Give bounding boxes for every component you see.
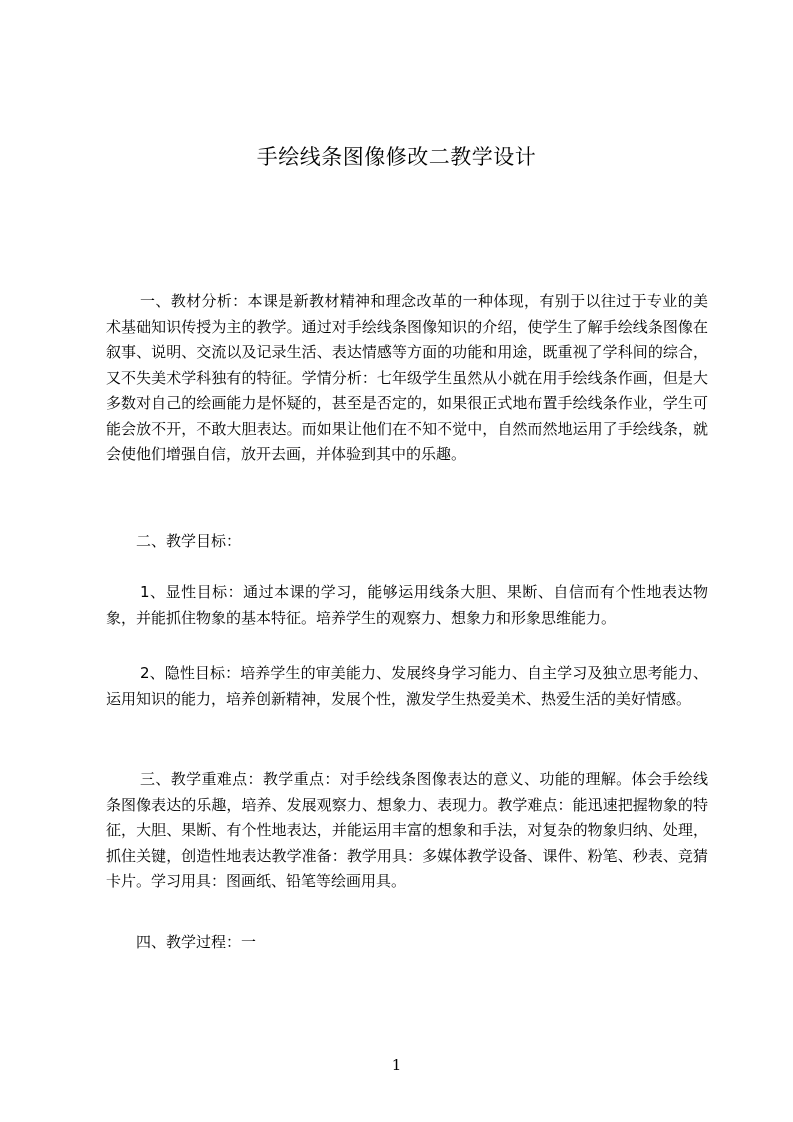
paragraph-teaching-goals-heading: 二、教学目标：	[136, 532, 242, 550]
document-title: 手绘线条图像修改二教学设计	[256, 145, 537, 169]
page-number: 1	[391, 1056, 402, 1074]
paragraph-teaching-process: 四、教学过程：一	[136, 933, 257, 951]
paragraph-implicit-goal: 2、隐性目标：培养学生的审美能力、发展终身学习能力、自主学习及独立思考能力、运用知识的能力，培养创新精神，发展个性，激发学生热爱美术、热爱生活的美好情感。	[106, 664, 708, 708]
paragraph-material-analysis: 一、教材分析：本课是新教材精神和理念改革的一种体现，有别于以往过于专业的美术基础知识传授为主的教学。通过对手绘线条图像知识的介绍，使学生了解手绘线条图像在叙事、说明、交流以及记录生活、表达情感等方面的功能和用途，既重视了学科间的综合，又不失美术学科独有的特征。学情分析：七年级学生虽然从小就在用手绘线条作画，但是大多数对自己的绘画能力是怀疑的，甚至是否定的，如果很正式地布置手绘线条作业，学生可能会放不开，不敢大胆表达。而如果让他们在不知不觉中，自然而然地运用了手绘线条，就会使他们增强自信，放开去画，并体验到其中的乐趣。	[106, 292, 708, 463]
paragraph-explicit-goal: 1、显性目标：通过本课的学习，能够运用线条大胆、果断、自信而有个性地表达物象，并能抓住物象的基本特征。培养学生的观察力、想象力和形象思维能力。	[106, 583, 708, 627]
paragraph-key-difficulties: 三、教学重难点：教学重点：对手绘线条图像表达的意义、功能的理解。体会手绘线条图像表达的乐趣，培养、发展观察力、想象力、表现力。教学难点：能迅速把握物象的特征，大胆、果断、有个性地表达，并能运用丰富的想象和手法，对复杂的物象归纳、处理，抓住关键，创造性地表达教学准备：教学用具：多媒体教学设备、课件、粉笔、秒表、竞猜卡片。学习用具：图画纸、铅笔等绘画用具。	[106, 770, 708, 890]
